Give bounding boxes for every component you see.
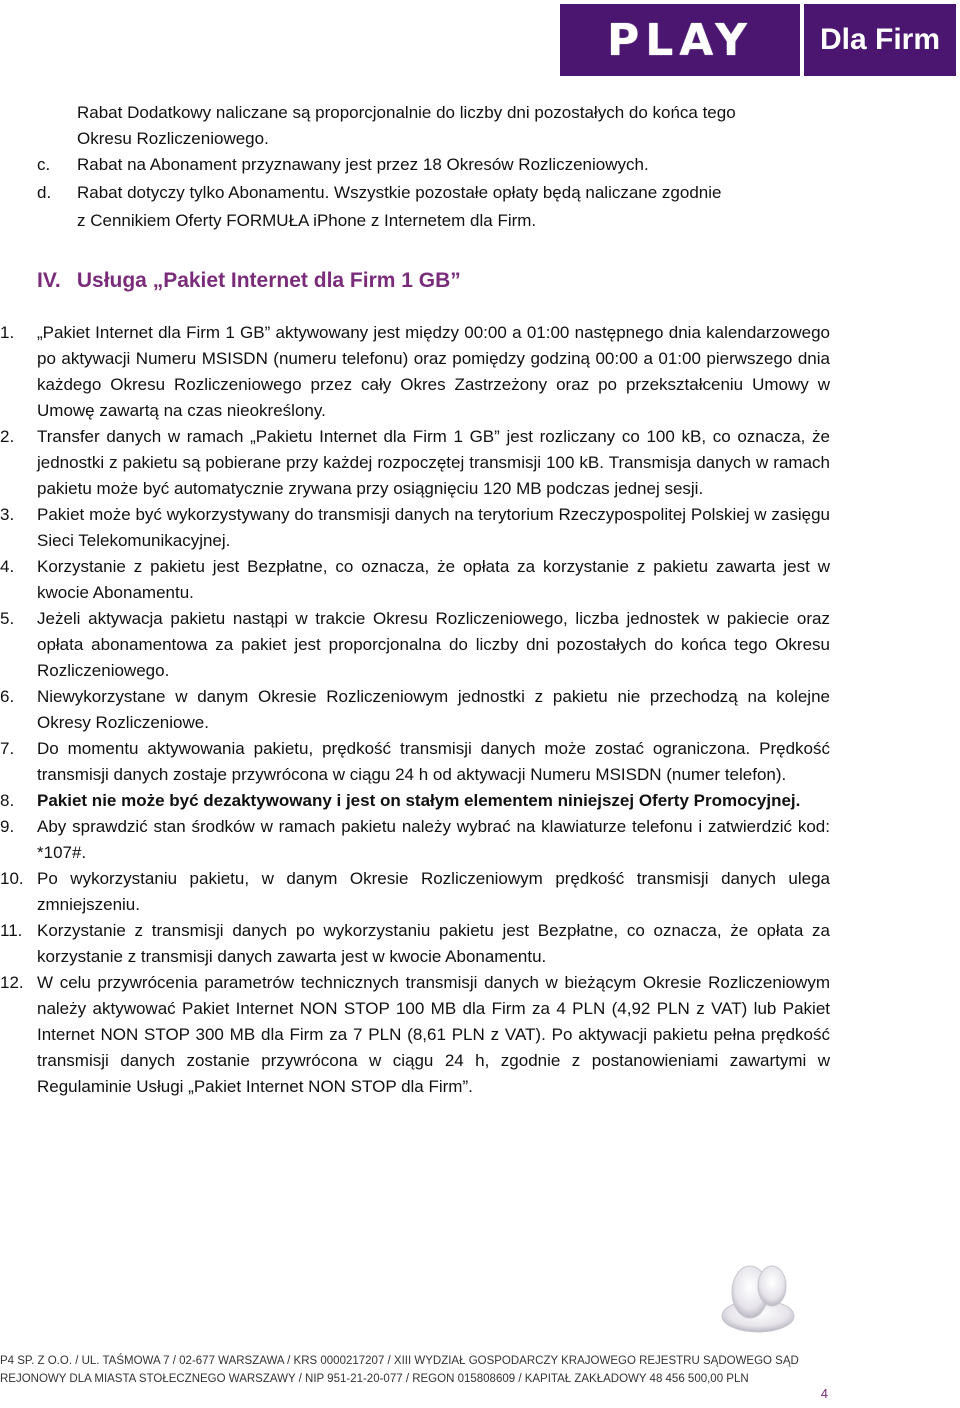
play-decorative-mark-icon xyxy=(716,1262,800,1346)
list-item xyxy=(0,554,830,606)
page-number: 4 xyxy=(820,1386,828,1401)
list-item xyxy=(0,320,830,424)
list-item-text: Korzystanie z transmisji danych po wykorzystaniu pakietu jest Bezpłatne, co oznacza, że opłata za korzystanie z transmisji danych zawarta jest w kwocie Abonamentu. xyxy=(37,921,830,966)
list-item xyxy=(0,970,830,1100)
item-d-text-1: Rabat dotyczy tylko Abonamentu. Wszystkie pozostałe opłaty będą naliczane zgodnie xyxy=(77,183,722,202)
item-d-label: d. xyxy=(37,183,52,202)
list-item xyxy=(0,866,830,918)
list-item xyxy=(0,606,830,684)
list-item-number: 9. xyxy=(0,817,15,836)
footer-line-1: P4 SP. Z O.O. / UL. TAŚMOWA 7 / 02-677 WARSZAWA / KRS 0000217207 / XIII WYDZIAŁ GOSPODARCZY KRAJOWEGO REJESTRU SĄDOWEGO SĄD xyxy=(0,1355,799,1367)
item-c-text: Rabat na Abonament przyznawany jest przez 18 Okresów Rozliczeniowych. xyxy=(77,155,649,174)
item-c-label: c. xyxy=(37,155,51,174)
section-number: IV. xyxy=(37,269,61,292)
list-item-number: 8. xyxy=(0,791,15,810)
section-heading xyxy=(37,268,461,294)
list-item xyxy=(0,788,830,814)
list-item-text: Po wykorzystaniu pakietu, w danym Okresie Rozliczeniowym prędkość transmisji danych ulega zmniejszeniu. xyxy=(37,869,830,914)
list-item-text: Pakiet może być wykorzystywany do transmisji danych na terytorium Rzeczypospolitej Polskiej w zasięgu Sieci Telekomunikacyjnej. xyxy=(37,505,830,550)
intro-line-1: Rabat Dodatkowy naliczane są proporcjonalnie do liczby dni pozostałych do końca tego xyxy=(77,103,736,122)
list-item-number: 7. xyxy=(0,739,15,758)
list-item-text: „Pakiet Internet dla Firm 1 GB” aktywowany jest między 00:00 a 01:00 następnego dnia kalendarzowego po aktywacji Numeru MSISDN (numeru telefonu) oraz pomiędzy godziną 00:00 a 01:00 pierwszego dnia każdego Okresu Rozliczeniowego przez cały Okres Zastrzeżony oraz po przekształceniu Umowy w Umowę zawartą na czas nieokreślony. xyxy=(37,323,830,420)
list-item-number: 5. xyxy=(0,609,15,628)
numbered-list xyxy=(0,320,960,1100)
list-item-number: 6. xyxy=(0,687,15,706)
list-item-number: 3. xyxy=(0,505,15,524)
list-item-text: Niewykorzystane w danym Okresie Rozliczeniowym jednostki z pakietu nie przechodzą na kolejne Okresy Rozliczeniowe. xyxy=(37,687,830,732)
list-item-number: 12. xyxy=(0,973,24,992)
list-item-text: Transfer danych w ramach „Pakietu Internet dla Firm 1 GB” jest rozliczany co 100 kB, co oznacza, że jednostki z pakietu są pobierane przy każdej rozpoczętej transmisji 100 kB. Transmisja danych w ramach pakietu może być automatycznie zrywana przy osiągnięciu 120 MB podczas jednej sesji. xyxy=(37,427,830,498)
dla-firm-badge xyxy=(804,4,956,76)
footer-line-2: REJONOWY DLA MIASTA STOŁECZNEGO WARSZAWY / NIP 951-21-20-077 / REGON 015808609 / KAPITAŁ ZAKŁADOWY 48 456 500,00 PLN xyxy=(0,1373,749,1385)
intro-line-2: Okresu Rozliczeniowego. xyxy=(77,129,269,148)
list-item-number: 11. xyxy=(0,921,23,940)
section-title: Usługa „Pakiet Internet dla Firm 1 GB” xyxy=(76,269,461,292)
list-item-text: Aby sprawdzić stan środków w ramach pakietu należy wybrać na klawiaturze telefonu i zatwierdzić kod: *107#. xyxy=(37,817,830,862)
list-item xyxy=(0,814,830,866)
play-dla-firm-logo xyxy=(560,4,956,76)
list-item xyxy=(0,684,830,736)
logo-text: PLAY xyxy=(607,14,753,66)
list-item xyxy=(0,736,830,788)
logo-subtitle: Dla Firm xyxy=(819,23,941,56)
list-item-number: 10. xyxy=(0,869,24,888)
list-item-number: 1. xyxy=(0,323,15,342)
list-item-text: Do momentu aktywowania pakietu, prędkość transmisji danych może zostać ograniczona. Prędkość transmisji danych zostaje przywrócona w ciągu 24 h od aktywacji Numeru MSISDN (numer telefon). xyxy=(37,739,830,784)
item-d-text-2: z Cennikiem Oferty FORMUŁA iPhone z Internetem dla Firm. xyxy=(77,211,537,230)
list-item-text: Korzystanie z pakietu jest Bezpłatne, co oznacza, że opłata za korzystanie z pakietu zawarta jest w kwocie Abonamentu. xyxy=(37,557,830,602)
list-item-text: Jeżeli aktywacja pakietu nastąpi w trakcie Okresu Rozliczeniowego, liczba jednostek w pakiecie oraz opłata abonamentowa za pakiet jest proporcjonalna do liczby dni pozostałych do końca tego Okresu Rozliczeniowego. xyxy=(37,609,830,680)
play-logo xyxy=(560,4,800,76)
list-item-text: W celu przywrócenia parametrów technicznych transmisji danych w bieżącym Okresie Rozliczeniowym należy aktywować Pakiet Internet NON STOP 100 MB dla Firm za 4 PLN (4,92 PLN z VAT) lub Pakiet Internet NON STOP 300 MB dla Firm za 7 PLN (8,61 PLN z VAT). Po aktywacji pakietu pełna prędkość transmisji danych zostanie przywrócona w ciągu 24 h, zgodnie z postanowieniami zawartymi w Regulaminie Usługi „Pakiet Internet NON STOP dla Firm”. xyxy=(37,973,830,1096)
list-item-number: 4. xyxy=(0,557,15,576)
list-item-number: 2. xyxy=(0,427,15,446)
list-item xyxy=(0,424,830,502)
list-item xyxy=(0,502,830,554)
list-item-text: Pakiet nie może być dezaktywowany i jest on stałym elementem niniejszej Oferty Promocyjnej. xyxy=(37,791,801,810)
list-item xyxy=(0,918,830,970)
